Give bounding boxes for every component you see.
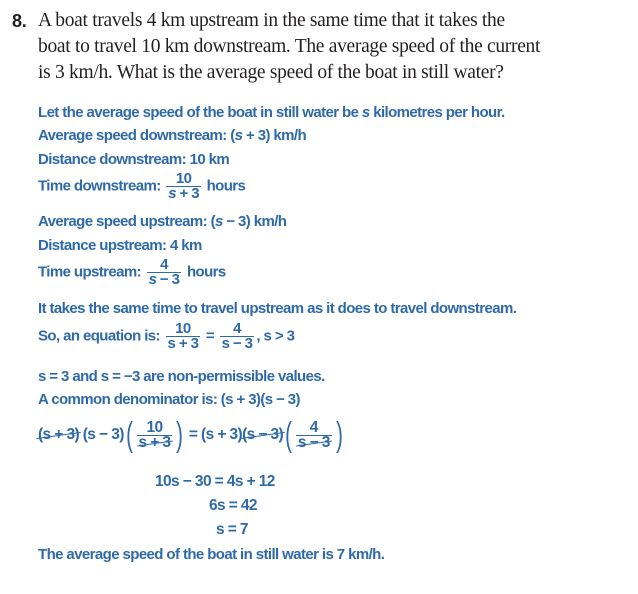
eq-right-num: 4 <box>233 320 241 337</box>
step-1: 10s − 30 = 4s + 12 <box>155 473 275 490</box>
right-paren: ) <box>176 416 184 454</box>
problem-line-3: is 3 km/h. What is the average speed of the boat in still water? <box>38 62 504 83</box>
step-2: 6s = 42 <box>209 497 257 514</box>
let-post: kilometres per hour. <box>369 104 505 121</box>
multiply-left-fraction <box>137 418 173 451</box>
problem-number: 8. <box>12 11 27 31</box>
speed-up-pre: Average speed upstream: ( <box>38 213 216 230</box>
equals-sign: = <box>188 426 198 444</box>
common-denominator: A common denominator is: (s + 3)(s − 3) <box>38 391 300 408</box>
non-permissible-values: s = 3 and s = −3 are non-permissible values. <box>38 368 325 385</box>
kept-factor: (s + 3) <box>201 426 243 444</box>
time-down-num: 10 <box>175 170 192 187</box>
problem-line-1: A boat travels 4 km upstream in the same time that it takes the <box>38 10 505 31</box>
time-up-num: 4 <box>160 256 168 273</box>
time-up-den: s − 3 <box>148 271 180 288</box>
equation-left-fraction <box>166 322 201 351</box>
speed-up-var: s <box>215 213 223 230</box>
right-paren: ) <box>335 416 343 454</box>
speed-down-var: s <box>234 127 243 144</box>
left-paren: ( <box>285 416 292 454</box>
left-paren: ( <box>125 416 133 454</box>
multiply-step <box>38 418 344 452</box>
time-down-fraction <box>166 172 201 201</box>
time-up-label: Time upstream: <box>38 263 142 281</box>
equation-right-fraction <box>220 322 255 351</box>
kept-factor: (s − 3) <box>82 426 124 444</box>
cancelled-factor: (s − 3) <box>242 426 284 444</box>
distance-upstream: Distance upstream: 4 km <box>38 237 202 254</box>
conclusion: The average speed of the boat in still water is 7 km/h. <box>38 546 385 563</box>
time-up-fraction <box>147 258 182 287</box>
time-down-unit: hours <box>206 177 246 195</box>
multiply-right-den: s − 3 <box>297 433 330 451</box>
let-pre: Let the average speed of the boat in still water be <box>38 104 362 121</box>
multiply-left-den: s + 3 <box>138 433 171 451</box>
speed-upstream <box>38 213 286 230</box>
time-down-den: s + 3 <box>168 185 200 202</box>
speed-down-post: + 3) km/h <box>242 127 307 144</box>
multiply-right-num: 4 <box>309 418 318 436</box>
speed-up-post: − 3) km/h <box>222 213 287 230</box>
equals-sign: = <box>205 327 215 345</box>
time-upstream <box>38 258 226 287</box>
restriction: , s > 3 <box>256 327 295 345</box>
same-time-statement: It takes the same time to travel upstream as it does to travel downstream. <box>38 300 517 317</box>
let-statement <box>38 104 505 121</box>
cancelled-factor: (s + 3) <box>38 426 80 444</box>
let-var: s <box>361 104 370 121</box>
problem-line-2: boat to travel 10 km downstream. The average speed of the current <box>38 36 541 57</box>
step-3: s = 7 <box>216 521 248 538</box>
problem-statement <box>12 8 632 86</box>
equation-line <box>38 322 294 351</box>
time-up-unit: hours <box>186 263 226 281</box>
distance-downstream: Distance downstream: 10 km <box>38 151 230 168</box>
eq-right-den: s − 3 <box>221 335 253 352</box>
eq-left-num: 10 <box>175 320 191 337</box>
equation-label: So, an equation is: <box>38 327 160 345</box>
eq-left-den: s + 3 <box>167 335 199 352</box>
speed-down-pre: Average speed downstream: ( <box>38 127 235 144</box>
speed-downstream <box>38 127 306 144</box>
multiply-right-fraction <box>296 418 332 451</box>
multiply-left-num: 10 <box>146 418 163 436</box>
time-down-label: Time downstream: <box>38 177 161 195</box>
time-downstream <box>38 172 245 201</box>
